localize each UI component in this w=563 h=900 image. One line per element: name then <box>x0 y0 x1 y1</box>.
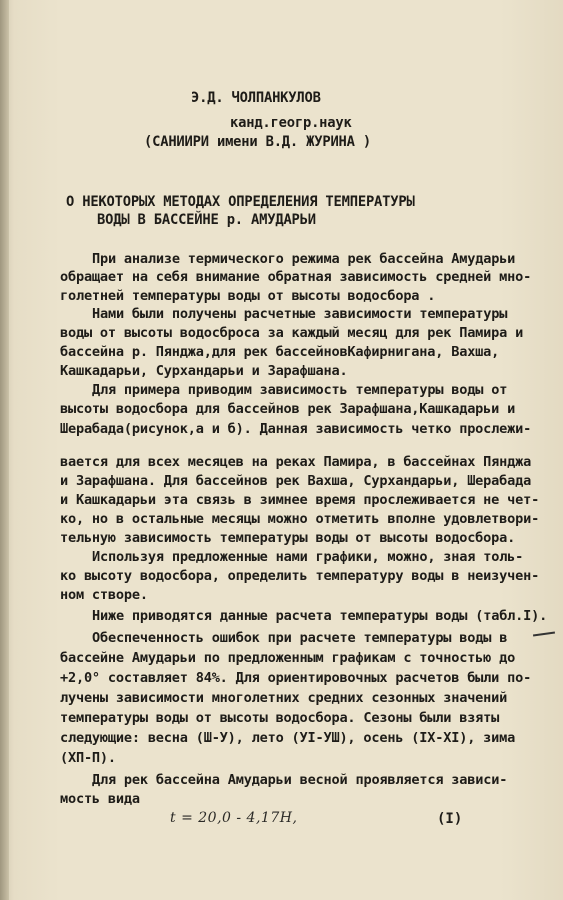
article-title-line-2: ВОДЫ В БАССЕЙНЕ р. АМУДАРЬИ <box>97 212 316 228</box>
author-affiliation: (САНИИРИ имени В.Д. ЖУРИНА ) <box>144 134 371 150</box>
body-line: тельную зависимость температуры воды от высоты водосбора. <box>60 530 516 546</box>
body-line: +2,0° составляет 84%. Для ориентировочных расчетов были по- <box>60 670 532 686</box>
body-line: голетней температуры воды от высоты водосбора . <box>60 288 436 304</box>
body-line: При анализе термического режима рек бассейна Амударьи <box>92 251 516 267</box>
body-line: вается для всех месяцев на реках Памира, в бассейнах Пянджа <box>60 454 532 470</box>
body-line: обращает на себя внимание обратная зависимость средней мно- <box>60 269 532 285</box>
binding-edge <box>0 0 9 900</box>
body-line: бассейна р. Пянджа,для рек бассейновКафирнигана, Вахша, <box>60 344 500 360</box>
body-line: (ХП-П). <box>60 750 116 766</box>
handwritten-formula: t = 20,0 - 4,17H, <box>170 810 298 826</box>
body-line: следующие: весна (Ш-У), лето (УI-УШ), осень (IX-XI), зима <box>60 730 516 746</box>
body-line: высоты водосбора для бассейнов рек Зарафшана,Кашкадарьи и <box>60 401 516 417</box>
body-line: Кашкадарьи, Сурхандарьи и Зарафшана. <box>60 363 348 379</box>
body-line: воды от высоты водосброса за каждый месяц для рек Памира и <box>60 325 524 341</box>
body-line: бассейне Амударьи по предложенным графикам с точностью до <box>60 650 516 666</box>
body-line: Для примера приводим зависимость температуры воды от <box>92 382 508 398</box>
article-title-line-1: О НЕКОТОРЫХ МЕТОДАХ ОПРЕДЕЛЕНИЯ ТЕМПЕРАТУРЫ <box>66 194 415 210</box>
body-line: лучены зависимости многолетних средних сезонных значений <box>60 690 508 706</box>
body-line: ном створе. <box>60 587 148 603</box>
body-line: ко, но в остальные месяцы можно отметить вполне удовлетвори- <box>60 511 540 527</box>
author-degree: канд.геогр.наук <box>230 115 352 131</box>
author-name: Э.Д. ЧОЛПАНКУЛОВ <box>191 90 321 106</box>
body-line: температуры воды от высоты водосбора. Сезоны были взяты <box>60 710 500 726</box>
body-line: и Кашкадарьи эта связь в зимнее время прослеживается не чет- <box>60 492 540 508</box>
body-line: Для рек бассейна Амударьи весной проявляется зависи- <box>92 772 508 788</box>
body-line: Шерабада(рисунок,а и б). Данная зависимость четко прослежи- <box>60 421 532 437</box>
body-line: Ниже приводятся данные расчета температуры воды (табл.I). <box>92 608 548 624</box>
formula-number: (I) <box>437 811 463 827</box>
margin-pen-mark <box>533 631 555 636</box>
body-line: Нами были получены расчетные зависимости температуры <box>92 306 508 322</box>
body-line: Обеспеченность ошибок при расчете температуры воды в <box>92 630 508 646</box>
body-line: Используя предложенные нами графики, можно, зная толь- <box>92 549 524 565</box>
body-line: мость вида <box>60 791 140 807</box>
body-line: ко высоту водосбора, определить температуру воды в неизучен- <box>60 568 540 584</box>
body-line: и Зарафшана. Для бассейнов рек Вахша, Сурхандарьи, Шерабада <box>60 473 532 489</box>
